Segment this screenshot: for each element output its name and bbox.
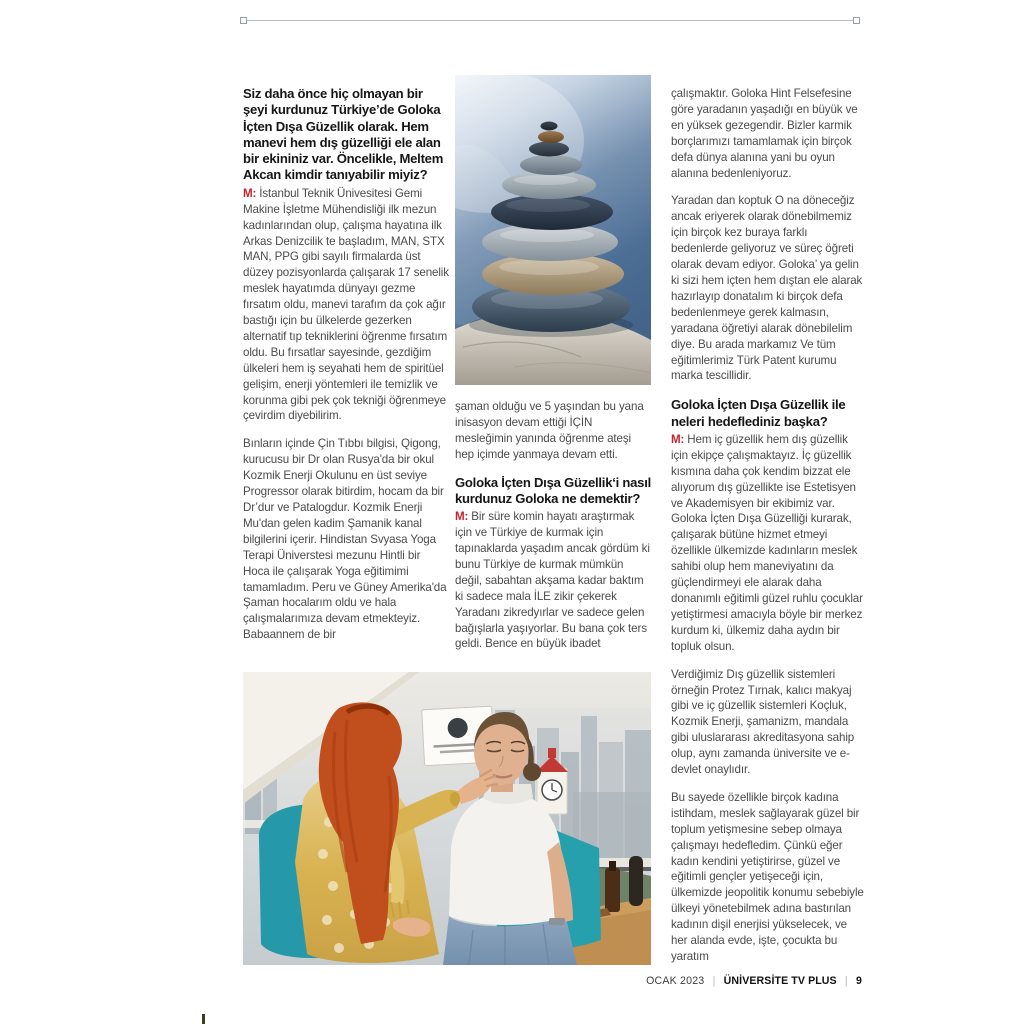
gold-bracelet [450,792,460,806]
footer-issue: OCAK 2023 [646,975,705,987]
answer-3-text: Hem iç güzellik hem dış güzellik için ekipçe çalışmaktayız. İç güzellik kısmına daha çok kendim bizzat ele alıyorum dış güzellikte ise Estetisyen ve Akademisyen bir ekibimiz var. Goloka İçten Dışa Güzelliği kurarak, çalışarak bütüne hizmet etmeyi özellikle ülkemizde kadınların meslek sahibi olup hem maneviyatını da güçlendirmeyi ele alarak daha donanımlı eğitimli güzel ruhlu çocuklar yetiştirmesi amacıyla böyle bir merkez kurdum ki, ülkemiz daha aydın bir topluk olsun. [671,432,863,653]
rule-line [247,20,853,21]
grinder-bottle [629,856,643,906]
healing-session-photo [243,672,651,965]
interview-question-3: Goloka İçten Dışa Güzellik ile neleri hedeflediniz başka? [671,397,846,429]
footer-page-number: 9 [856,975,862,987]
answer-3-paragraph-3: Bu sayede özellikle birçok kadına istihdam, meslek sağlayarak güzel bir toplum yetişmesine sebep olmaya çalışmayı hedefledim. Çünkü eğer kadın kendini yetiştirirse, güzel ve eğitimli gençler yetişeceği için, ülkemizde jeopolitik konumu sebebiyle ülkeyi yönetebilmek adına bastırılan kadının dişil enerjisi yükselecek, ve her alanda evde, işte, çocukta bu yaratım [671,790,864,963]
rule-end-square-left [240,17,247,24]
answer-3-paragraph-2: Verdiğimiz Dış güzellik sistemleri örneğin Protez Tırnak, kalıcı makyaj gibi ve iç güzellik sistemleri Koçluk, Kozmik Enerji, şamanizm, mandala gibi uluslararası akreditasyona sahip olup, aynı zamanda üniversite ve e-devlet onaylıdır. [671,667,855,777]
corner-registration-mark [202,1014,205,1024]
column-left [243,86,449,643]
wristwatch [549,918,565,925]
rule-end-square-right [853,17,860,24]
footer-separator: | [844,975,848,987]
interview-answer-3 [671,432,864,655]
top-rule-divider [240,16,860,24]
interview-answer-1-continued: Bınların içinde Çin Tıbbı bilgisi, Qigong, kurucusu bir Dr olan Rusya'da bir okul Kozmik Enerji Okulunu en üst seviye Progressor olarak bitirdim, hocam da bir Dr’dur ve Patalogdur. Kozmik Enerji Mu'dan gelen kadim Şamanik kanal bilgilerini içerir. Hindistan Svyasa Yoga Terapi Üniverstesi mezunu Hintli bir Hoca ile çalışarak Yoga eğitimimi tamamladım. Peru ve Güney Amerika'da Şaman hocalarım oldu ve hala çalışmalarımıza devam etmekteyiz. Babaannem de bir [243,437,447,642]
answer-1-runover: şaman olduğu ve 5 yaşından bu yana inisasyon devam ettiği İÇİN mesleğimin yanında öğrenme ateşi hep içimde yanmaya devam etti. [455,400,644,461]
answer-2-runover-2: Yaradan dan koptuk O na döneceğiz ancak eriyerek olarak dönebilmemiz için birçok kez buraya farklı bedenlerde geliyoruz ve süreç öğreti olarak devam ediyor. Goloka’ ya gelin ki sizi hem içten hem dıştan ele alarak hazırlayıp donatalım ki birçok defa bedenlenmeye gerek kalmasın, yaradana öğretiyi alarak dönebilelim diye. Bu arada markamız Ve tüm eğitimlerimiz Türk Patent kurumu marka tescillidir. [671,194,863,383]
speaker-m-label: M: [243,186,257,200]
answer-1-text: İstanbul Teknik Ünivesitesi Gemi Makine İşletme Mühendisliği ilk mezun kadınlarından olup, çalışma hayatına ilk Arkas Denizcilik te başladım, MAN, STX MAN, PPG gibi sayılı firmalarda üst düzey pozisyonlarda çalışarak 17 senelik meslek hayatımda dünyayı gezme fırsatım oldu, manevi tarafım da çok ağır bastığı için bu ülkelerde gezerken alternatif tıp tekniklerini öğrenme fırsatım oldu. Bu fırsatlar sayesinde, gezdiğim ülkeleri hem iş seyahati hem de spiritüel gelişim, enerji yöntemleri ile temizlik ve korunma gibi pek çok tekniği öğrenmeye çevirdim diyebilirim. [243,186,449,423]
interview-question-1: Siz daha önce hiç olmayan bir şeyi kurdunuz Türkiye’de Goloka İçten Dışa Güzellik olarak. Hem manevi hem dış güzelliği ele alan bir ekininiz var. Öncelikle, Meltem Akcan kimdir tanıyabilir miyiz? [243,86,444,183]
footer-brand: ÜNİVERSİTE TV PLUS [723,975,837,987]
speaker-m-label: M: [455,510,469,524]
column-middle [455,399,652,652]
answer-2-runover: çalışmaktır. Goloka Hint Felsefesine göre yaradanın yaşadığı en büyük ve en yüksek gezegendir. Bizler karmik borçlarımızı tamamlamak için birçok defa dünya alanına yani bu oyun alanına bedenleniyoruz. [671,87,858,180]
interview-answer-2 [455,509,652,652]
interview-question-2: Goloka İçten Dışa Güzellik‘i nasıl kurdunuz Goloka ne demektir? [455,474,651,506]
interview-answer-1 [243,186,449,425]
answer-2-text: Bir süre komin hayatı araştırmak için ve Türkiye de kurmak için tapınaklarda yaşadım ancak gördüm ki bunu Türkiye de kurmak mümkün değil, sabahtan akşama kadar baktım ki sadece mala İLE zikir çekerek Yaradanı zikredyırlar ve sadece gelen bağışlarla yaşıyorlar. Bu bana çok ters geldi. Bence en büyük ibadet [455,510,650,651]
speaker-m-label: M: [671,432,685,446]
oil-bottle-dark [605,868,620,912]
zen-stones-photo [455,75,651,385]
footer-separator: | [712,975,716,987]
page-footer [440,975,862,987]
column-right [671,86,864,965]
